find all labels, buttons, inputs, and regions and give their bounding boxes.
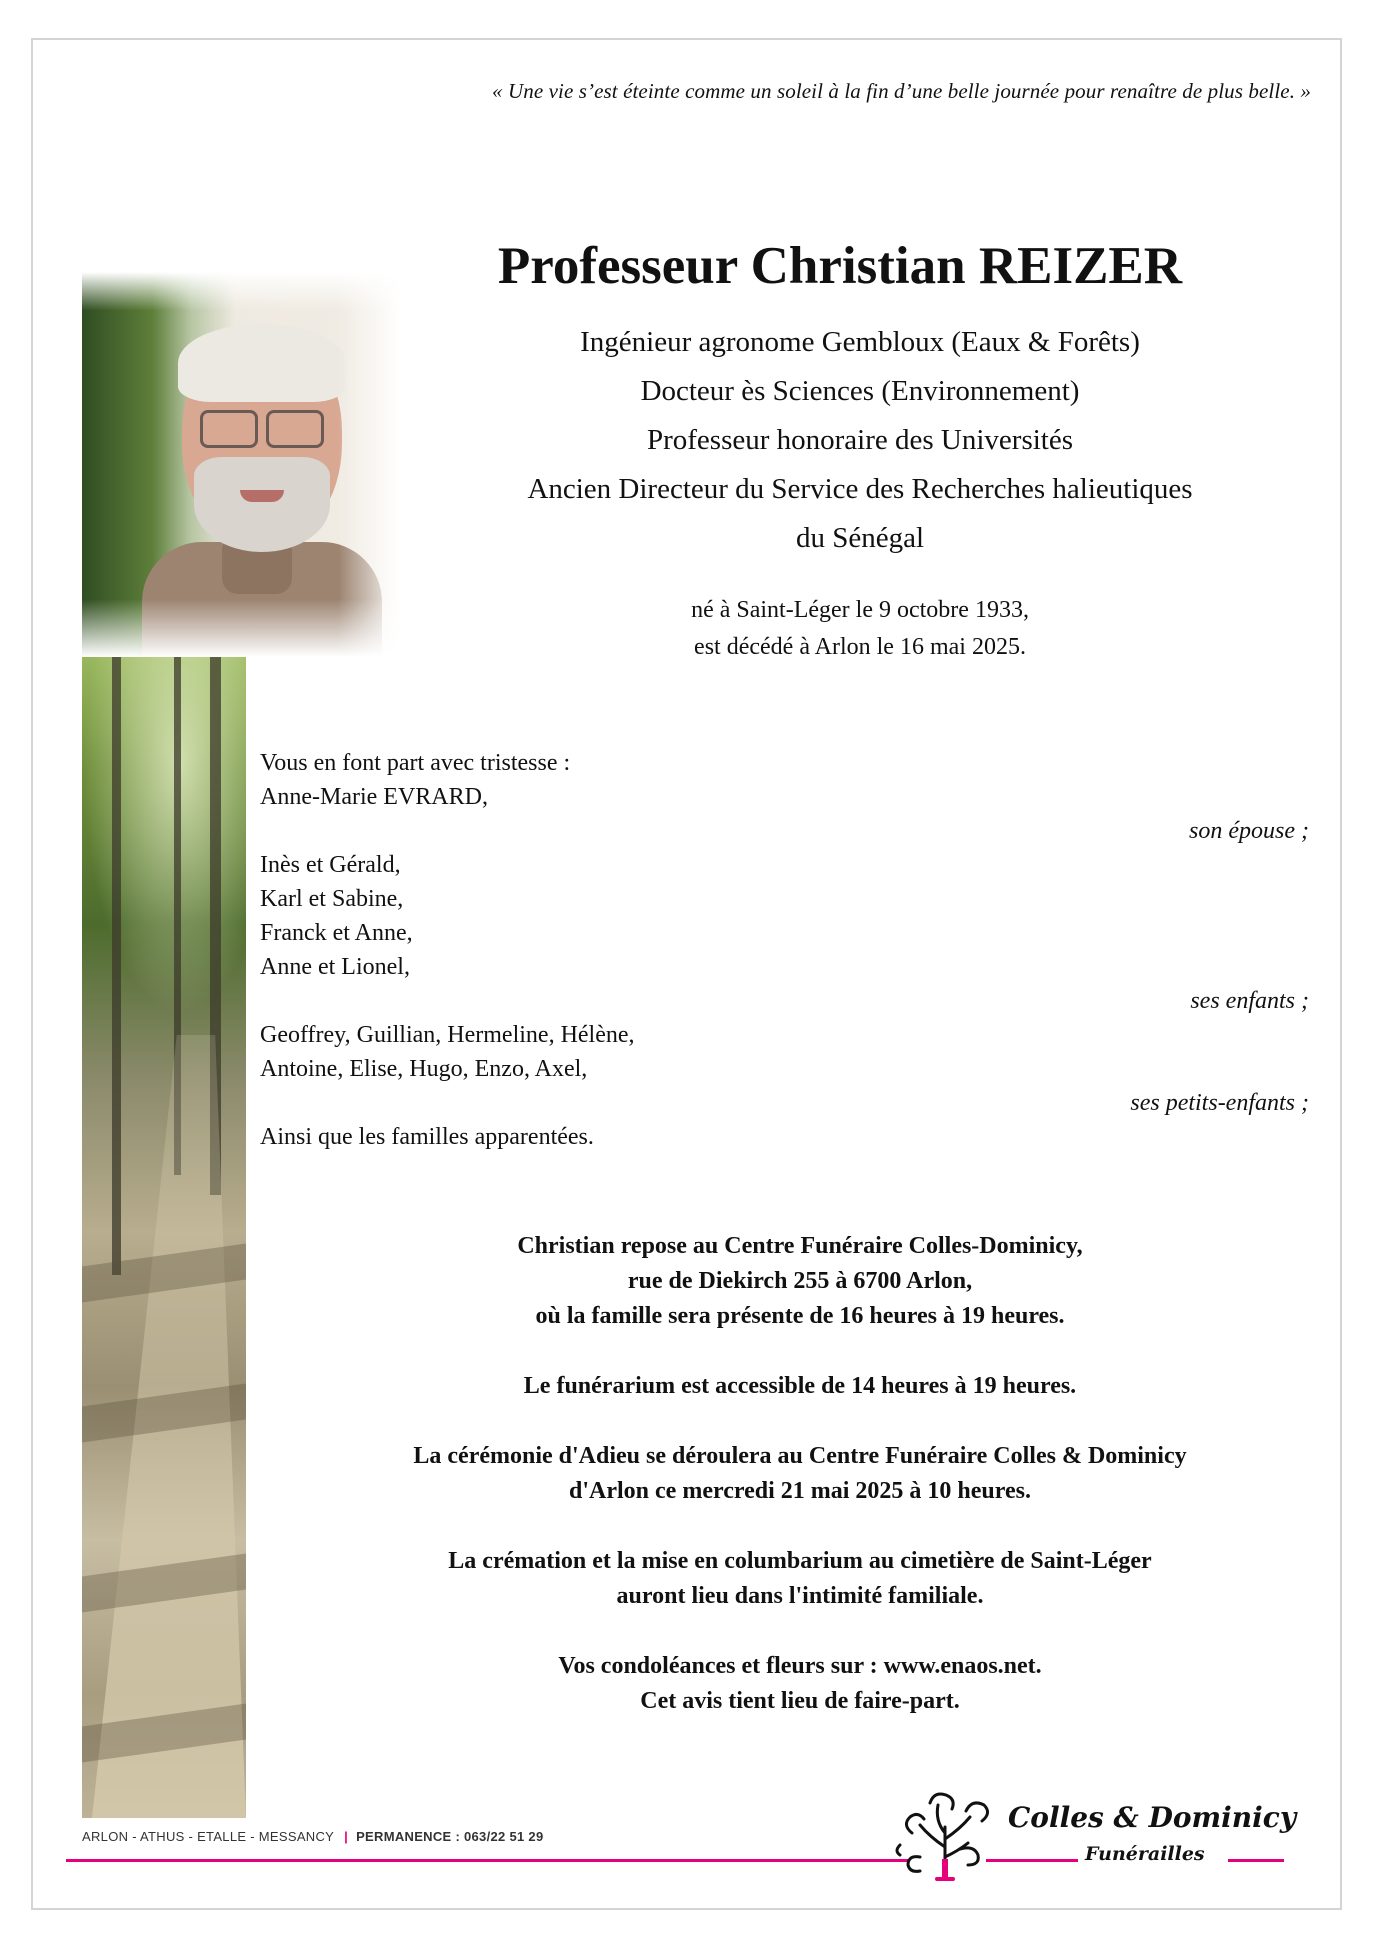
info-line: rue de Diekirch 255 à 6700 Arlon,: [627, 1268, 973, 1294]
portrait-photo: [82, 272, 402, 657]
title-line: Ancien Directeur du Service des Recherches halieutiques: [527, 473, 1193, 505]
info-line: Christian repose au Centre Funéraire Colles-Dominicy,: [517, 1233, 1083, 1259]
brand-rule-right: [1228, 1859, 1284, 1862]
info-line: d'Arlon ce mercredi 21 mai 2025 à 10 heures.: [569, 1478, 1031, 1504]
family-intro: Vous en font part avec tristesse :: [260, 750, 571, 776]
title-line: du Sénégal: [795, 522, 925, 554]
child-line: Anne et Lionel,: [260, 954, 410, 980]
deceased-name: Professeur Christian REIZER: [497, 237, 1183, 295]
brand-subtitle: Funérailles: [1085, 1843, 1205, 1865]
title-line: Docteur ès Sciences (Environnement): [640, 375, 1080, 407]
spouse-role: son épouse ;: [1189, 818, 1309, 844]
funeral-info: [260, 1229, 1340, 1754]
info-line: auront lieu dans l'intimité familiale.: [616, 1583, 984, 1609]
footer-locations: ARLON - ATHUS - ETALLE - MESSANCY: [82, 1829, 335, 1844]
title-line: Ingénieur agronome Gembloux (Eaux & Forêts): [580, 326, 1140, 358]
cremation-paragraph: [260, 1544, 1340, 1614]
access-paragraph: [260, 1369, 1340, 1404]
funeral-home-logo: [890, 1787, 1310, 1887]
brand-name: Colles & Dominicy: [1008, 1801, 1297, 1834]
info-line: Le funérarium est accessible de 14 heures à 19 heures.: [523, 1373, 1077, 1399]
spouse-name: Anne-Marie EVRARD,: [260, 784, 488, 810]
footer-separator: |: [344, 1829, 349, 1844]
title-line: Professeur honoraire des Universités: [646, 424, 1074, 456]
tree-icon: [890, 1787, 1000, 1887]
info-line: où la famille sera présente de 16 heures à 19 heures.: [535, 1303, 1065, 1329]
info-line: La crémation et la mise en columbarium au cimetière de Saint-Léger: [448, 1548, 1152, 1574]
grandchildren-line: Antoine, Elise, Hugo, Enzo, Axel,: [260, 1056, 588, 1082]
brand-rule-left: [986, 1859, 1078, 1862]
titles-block: [410, 318, 1310, 563]
footer-contact: [82, 1829, 544, 1844]
family-closing: Ainsi que les familles apparentées.: [260, 1124, 594, 1150]
info-line: La cérémonie d'Adieu se déroulera au Centre Funéraire Colles & Dominicy: [413, 1443, 1187, 1469]
rest-paragraph: [260, 1229, 1340, 1334]
footer-permanence: PERMANENCE : 063/22 51 29: [356, 1829, 544, 1844]
ceremony-paragraph: [260, 1439, 1340, 1509]
birth-line: né à Saint-Léger le 9 octobre 1933,: [691, 597, 1029, 623]
dates-block: [560, 592, 1160, 666]
child-line: Inès et Gérald,: [260, 852, 401, 878]
info-line: Cet avis tient lieu de faire-part.: [640, 1688, 960, 1714]
grandchildren-role: ses petits-enfants ;: [1130, 1090, 1309, 1116]
children-role: ses enfants ;: [1190, 988, 1309, 1014]
child-line: Franck et Anne,: [260, 920, 413, 946]
footer-rule: [66, 1859, 909, 1862]
death-line: est décédé à Arlon le 16 mai 2025.: [694, 634, 1026, 660]
condolences-paragraph: [260, 1649, 1340, 1719]
family-announcement: [260, 746, 1309, 1154]
child-line: Karl et Sabine,: [260, 886, 404, 912]
info-line: Vos condoléances et fleurs sur : www.enaos.net.: [558, 1653, 1042, 1679]
epigraph-quote: « Une vie s’est éteinte comme un soleil à la fin d’une belle journée pour renaître de plus belle. »: [492, 79, 1311, 103]
grandchildren-line: Geoffrey, Guillian, Hermeline, Hélène,: [260, 1022, 635, 1048]
